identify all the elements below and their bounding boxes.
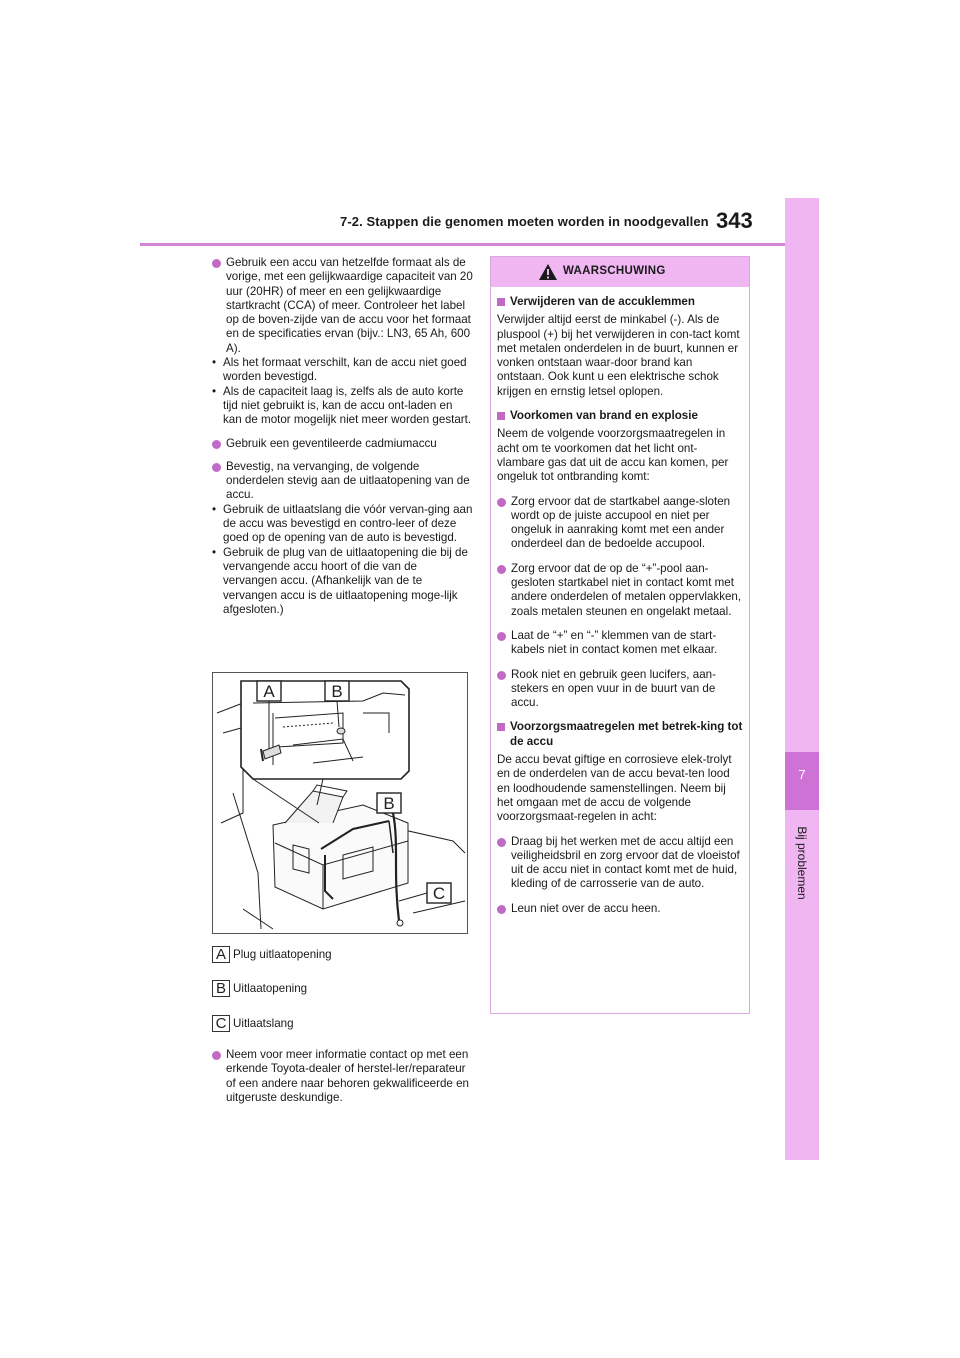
bullet-dot-icon xyxy=(497,838,506,847)
warning-body xyxy=(491,287,749,916)
sub-item-text: Als het formaat verschilt, kan de accu niet goed worden bevestigd. xyxy=(223,356,467,384)
sub-item: • Gebruik de plug van de uitlaatopening die bij de vervangende accu hoort of die van de vervangen accu. (Afhankelijk van de te vervangen accu is de uitlaatopening moge-lijk afgesloten.) xyxy=(212,545,468,616)
warning-header xyxy=(491,257,749,287)
warning-section-title xyxy=(497,295,743,309)
chapter-side-tab xyxy=(785,198,819,1160)
sub-item-text: Gebruik de plug van de uitlaatopening die bij de vervangende accu hoort of die van de vervangen accu. (Afhankelijk van de te vervangen accu is de uitlaatopening moge-lijk afgesloten.) xyxy=(223,545,468,616)
warning-bullet xyxy=(497,629,743,658)
label-b-box-top xyxy=(325,681,349,701)
battery-vent-illustration xyxy=(212,672,468,934)
bullet-dot-icon xyxy=(497,565,506,574)
label-b: B xyxy=(331,682,343,701)
bullet-dot-icon xyxy=(212,259,221,268)
chapter-label: Bij problemen xyxy=(795,826,809,900)
warning-bullet-text: Zorg ervoor dat de startkabel aange-sloten wordt op de juiste accupool en niet per ongeluk in aanraking komt met een ander onderdeel dan de bedoelde accupool. xyxy=(511,494,731,551)
square-bullet-icon xyxy=(497,723,505,731)
legend-key: B xyxy=(212,980,230,997)
section-title: 7-2. Stappen die genomen moeten worden in noodgevallen xyxy=(340,214,709,229)
bullet-text: Gebruik een geventileerde cadmiumaccu xyxy=(226,436,437,450)
sub-item: • Als het formaat verschilt, kan de accu niet goed worden bevestigd. xyxy=(212,356,467,384)
bullet-text: Gebruik een accu van hetzelfde formaat als de vorige, met een gelijkwaardige capaciteit van 20 uur (20HR) of meer en een gelijkwaardige startkracht (CCA) of meer. Controleer het label op de boven-zijde van de accu voor het formaat en de specificaties ervan (bijv.: LN3, 65 Ah, 600 A). xyxy=(226,256,473,355)
legend-text: Uitlaatslang xyxy=(233,1017,294,1030)
chapter-label-wrap xyxy=(776,820,828,910)
bullet-text: Neem voor meer informatie contact op met een erkende Toyota-dealer of herstel-ler/reparateur of een andere naar behoren gekwalificeerde en uitgeruste deskundige. xyxy=(226,1048,469,1104)
sub-item-text: Gebruik de uitlaatslang die vóór vervan-ging aan de accu was bevestigd en contro-leer of deze goed op de opening van de auto is bevestigd. xyxy=(223,502,473,545)
bullet-dealer-contact xyxy=(212,1048,474,1105)
sub-item-text: Als de capaciteit laag is, zelfs als de auto korte tijd niet gebruikt is, kan de accu ont-laden en kan de motor mogelijk niet meer worden gestart. xyxy=(223,384,472,427)
sub-item: • Als de capaciteit laag is, zelfs als de auto korte tijd niet gebruikt is, kan de accu ont-laden en kan de motor mogelijk niet meer worden gestart. xyxy=(212,384,472,427)
bullet-text: Bevestig, na vervanging, de volgende onderdelen stevig aan de uitlaatopening van de accu. xyxy=(226,459,470,502)
warning-box xyxy=(490,256,750,1014)
legend-text: Uitlaatopening xyxy=(233,982,308,995)
warning-bullet xyxy=(497,668,743,711)
bullet-vent-parts xyxy=(212,460,474,617)
square-bullet-icon xyxy=(497,412,505,420)
left-column xyxy=(212,256,474,626)
warning-paragraph: Verwijder altijd eerst de minkabel (-). Als de pluspool (+) bij het verwijderen in con-tact komt met metalen onderdelen in de buurt, kunnen er vonken ontstaan waar-door brand kan ontstaan. Ook kunt u een elektrische schok krijgen en ernstig letsel oplopen. xyxy=(497,313,740,398)
warning-section-title xyxy=(497,720,743,749)
label-b-box-bottom xyxy=(377,793,401,813)
warning-title: WAARSCHUWING xyxy=(563,265,666,277)
bullet-dot-icon xyxy=(212,463,221,472)
warning-paragraph: Neem de volgende voorzorgsmaatregelen in acht om te voorkomen dat het licht ont-vlambare gas dat uit de accu kan komen, per ongeluk tot ontbranding komt: xyxy=(497,427,729,484)
left-last-bullet-wrap xyxy=(212,1048,474,1114)
bullet-vented-battery xyxy=(212,437,474,451)
warning-bullet-text: Rook niet en gebruik geen lucifers, aan-stekers en open vuur in de buurt van de accu. xyxy=(511,667,716,710)
warning-bullet-text: Leun niet over de accu heen. xyxy=(511,901,661,915)
sub-item: • Gebruik de uitlaatslang die vóór vervan-ging aan de accu was bevestigd en contro-leer of deze goed op de opening van de auto is bevestigd. xyxy=(212,502,473,545)
battery-diagram-svg xyxy=(213,673,467,933)
warning-bullet xyxy=(497,562,743,619)
warning-bullet-text: Zorg ervoor dat de op de “+”-pool aan-gesloten startkabel niet in contact komt met andere onderdelen of metalen oppervlakken, zoals metalen steunen en ongelakt metaal. xyxy=(511,561,742,618)
warning-bullet xyxy=(497,902,743,916)
label-b: B xyxy=(383,794,395,813)
bullet-dot-icon xyxy=(497,671,506,680)
legend-key: C xyxy=(212,1015,230,1032)
label-a: A xyxy=(263,682,275,701)
label-c-box xyxy=(427,883,451,903)
bullet-dot-icon xyxy=(497,905,506,914)
legend-key: A xyxy=(212,946,230,963)
warning-section-title xyxy=(497,409,743,423)
bullet-dot-icon xyxy=(497,498,506,507)
label-a-box xyxy=(257,681,281,701)
bullet-dot-icon xyxy=(497,632,506,641)
warning-triangle-icon xyxy=(538,263,558,281)
section-title-text: Verwijderen van de accuklemmen xyxy=(510,295,695,308)
sub-list xyxy=(212,356,474,427)
warning-bullet xyxy=(497,835,743,892)
square-bullet-icon xyxy=(497,298,505,306)
bullet-dot-icon xyxy=(212,1051,221,1060)
warning-bullet-text: Laat de “+” en “-” klemmen van de start-kabels niet in contact komen met elkaar. xyxy=(511,628,718,657)
warning-bullet-text: Draag bij het werken met de accu altijd een veiligheidsbril en zorg ervoor dat de vloeistof uit de accu niet in contact komt met de huid, kleding of de carrosserie van de auto. xyxy=(511,834,740,891)
warning-paragraph: De accu bevat giftige en corrosieve elek-trolyt en de onderdelen van de accu bevat-ten lood en loodhoudende samenstellingen. Neem bij het omgaan met de accu de volgende voorzorgsmaat-regelen in acht: xyxy=(497,753,732,824)
label-c: C xyxy=(432,884,446,903)
page-number: 343 xyxy=(716,208,753,233)
bullet-dot-icon xyxy=(212,440,221,449)
sub-list xyxy=(212,502,474,617)
section-title-text: Voorkomen van brand en explosie xyxy=(510,409,698,423)
bullet-battery-size xyxy=(212,256,474,428)
warning-bullet xyxy=(497,495,743,552)
header-divider xyxy=(140,243,785,246)
section-title-text: Voorzorgsmaatregelen met betrek-king tot de accu xyxy=(510,720,743,748)
legend-text: Plug uitlaatopening xyxy=(233,948,332,961)
chapter-number: 7 xyxy=(798,767,806,782)
